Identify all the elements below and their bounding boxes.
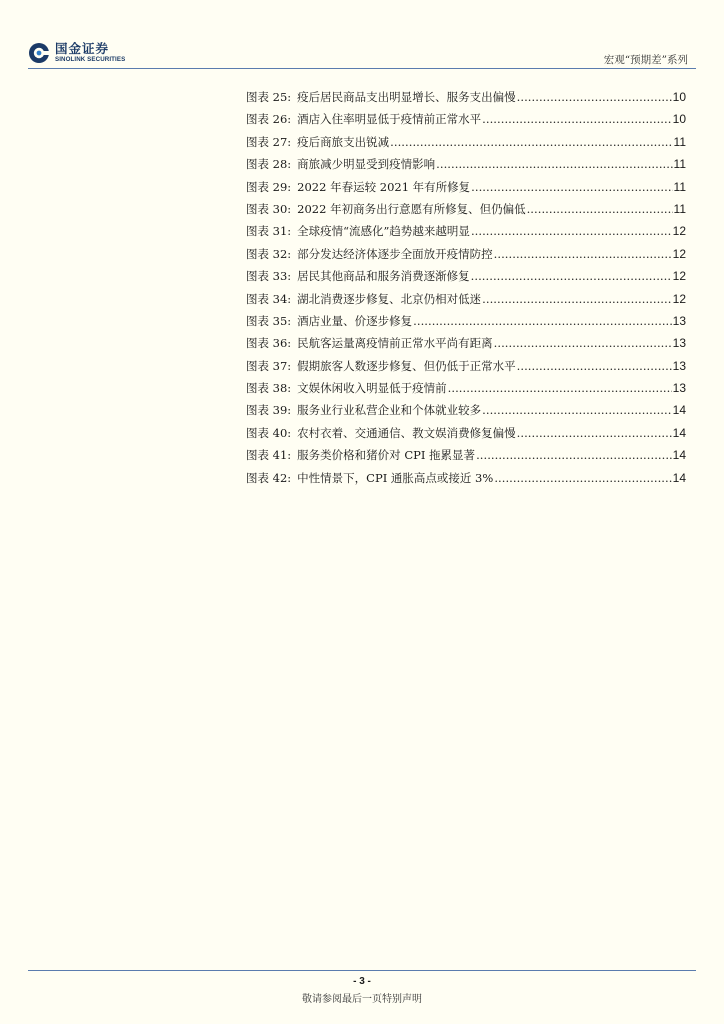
toc-dot-leader [494, 336, 672, 350]
toc-figure-label: 图表 26: [246, 112, 292, 127]
toc-figure-label: 图表 32: [246, 246, 292, 261]
toc-entry[interactable] [246, 246, 686, 268]
toc-figure-label: 图表 34: [246, 291, 292, 306]
figure-list [246, 89, 686, 492]
toc-page-number: 11 [673, 134, 686, 149]
toc-figure-label: 图表 40: [246, 425, 292, 440]
series-title: 宏观“预期差”系列 [603, 54, 688, 66]
toc-dot-leader [494, 247, 672, 261]
toc-dot-leader [436, 157, 672, 171]
brand-name-en: SINOLINK SECURITIES [55, 56, 126, 64]
toc-page-number: 10 [672, 112, 686, 127]
toc-figure-label: 图表 28: [246, 157, 292, 172]
toc-figure-title: 疫后商旅支出锐减 [297, 134, 390, 149]
toc-figure-label: 图表 29: [246, 179, 292, 194]
toc-figure-title: 服务业行业私营企业和个体就业较多 [297, 403, 482, 418]
toc-page-number: 11 [673, 201, 686, 216]
page-number: - 3 - [353, 976, 371, 987]
toc-figure-title: 文娱休闲收入明显低于疫情前 [297, 381, 447, 396]
toc-figure-label: 图表 31: [246, 224, 292, 239]
sinolink-logo-icon [28, 42, 50, 64]
toc-page-number: 10 [672, 90, 686, 104]
toc-dot-leader [517, 359, 672, 373]
toc-entry[interactable] [246, 134, 686, 156]
toc-figure-title: 2022 年初商务出行意愿有所修复、但仍偏低 [297, 201, 526, 216]
toc-entry[interactable] [246, 447, 686, 469]
toc-figure-label: 图表 39: [246, 403, 292, 418]
toc-entry[interactable] [246, 313, 686, 335]
toc-dot-leader [482, 403, 671, 417]
toc-dot-leader [494, 471, 671, 485]
toc-entry[interactable] [246, 179, 686, 201]
toc-entry[interactable] [246, 268, 686, 290]
toc-figure-title: 全球疫情“流感化”趋势越来越明显 [297, 224, 470, 239]
toc-page-number: 14 [672, 403, 686, 418]
toc-figure-title: 服务类价格和猪价对 CPI 拖累显著 [297, 448, 476, 463]
toc-figure-label: 图表 41: [246, 448, 292, 463]
toc-page-number: 13 [672, 381, 686, 396]
toc-page-number: 13 [672, 358, 686, 373]
toc-dot-leader [527, 202, 673, 216]
toc-entry[interactable] [246, 223, 686, 245]
toc-entry[interactable] [246, 380, 686, 402]
toc-figure-title: 民航客运量离疫情前正常水平尚有距离 [297, 336, 493, 351]
toc-page-number: 12 [672, 291, 686, 306]
toc-figure-label: 图表 36: [246, 336, 292, 351]
toc-entry[interactable] [246, 402, 686, 424]
toc-page-number: 14 [672, 448, 686, 463]
toc-figure-title: 农村衣着、交通通信、教文娱消费修复偏慢 [297, 425, 516, 440]
page-header [0, 0, 724, 72]
toc-dot-leader [476, 448, 672, 462]
toc-dot-leader [471, 224, 672, 238]
toc-figure-title: 中性情景下，CPI 通胀高点或接近 3% [297, 470, 494, 485]
toc-page-number: 12 [672, 224, 686, 239]
toc-figure-title: 假期旅客人数逐步修复、但仍低于正常水平 [297, 358, 516, 373]
toc-figure-title: 湖北消费逐步修复、北京仍相对低迷 [297, 291, 482, 306]
toc-entry[interactable] [246, 425, 686, 447]
toc-entry[interactable] [246, 89, 686, 111]
toc-figure-label: 图表 37: [246, 358, 292, 373]
toc-figure-label: 图表 35: [246, 313, 292, 328]
disclaimer-note: 敬请参阅最后一页特别声明 [302, 994, 422, 1005]
toc-page-number: 13 [672, 336, 686, 351]
toc-page-number: 11 [673, 179, 686, 194]
toc-figure-label: 图表 30: [246, 201, 292, 216]
brand-name-cn: 国金证券 [55, 40, 110, 56]
toc-page-number: 12 [672, 269, 686, 284]
toc-page-number: 11 [673, 157, 686, 172]
toc-figure-label: 图表 27: [246, 134, 292, 149]
brand-logo [28, 42, 125, 64]
toc-figure-label: 图表 25: [246, 90, 292, 104]
toc-entry[interactable] [246, 291, 686, 313]
toc-figure-title: 酒店业量、价逐步修复 [297, 313, 413, 328]
toc-figure-title: 酒店入住率明显低于疫情前正常水平 [297, 112, 482, 127]
toc-dot-leader [390, 135, 672, 149]
toc-dot-leader [482, 112, 671, 126]
toc-figure-label: 图表 38: [246, 381, 292, 396]
toc-dot-leader [482, 292, 671, 306]
toc-dot-leader [448, 381, 672, 395]
toc-entry[interactable] [246, 111, 686, 133]
toc-figure-title: 部分发达经济体逐步全面放开疫情防控 [297, 246, 493, 261]
toc-dot-leader [517, 90, 672, 104]
toc-dot-leader [413, 314, 671, 328]
toc-figure-label: 图表 42: [246, 470, 292, 485]
toc-figure-title: 疫后居民商品支出明显增长、服务支出偏慢 [297, 90, 516, 104]
toc-dot-leader [471, 180, 672, 194]
toc-page-number: 14 [672, 470, 686, 485]
toc-figure-title: 商旅减少明显受到疫情影响 [297, 157, 436, 172]
toc-entry[interactable] [246, 358, 686, 380]
toc-dot-leader [517, 426, 672, 440]
toc-page-number: 14 [672, 425, 686, 440]
toc-entry[interactable] [246, 156, 686, 178]
toc-entry[interactable] [246, 335, 686, 357]
toc-entry[interactable] [246, 201, 686, 223]
toc-entry[interactable] [246, 470, 686, 492]
toc-figure-label: 图表 33: [246, 269, 292, 284]
header-divider [28, 68, 696, 69]
toc-dot-leader [471, 269, 672, 283]
toc-page-number: 12 [672, 246, 686, 261]
toc-page-number: 13 [672, 313, 686, 328]
toc-figure-title: 居民其他商品和服务消费逐渐修复 [297, 269, 470, 284]
footer-divider [28, 970, 696, 971]
toc-figure-title: 2022 年春运较 2021 年有所修复 [297, 179, 471, 194]
